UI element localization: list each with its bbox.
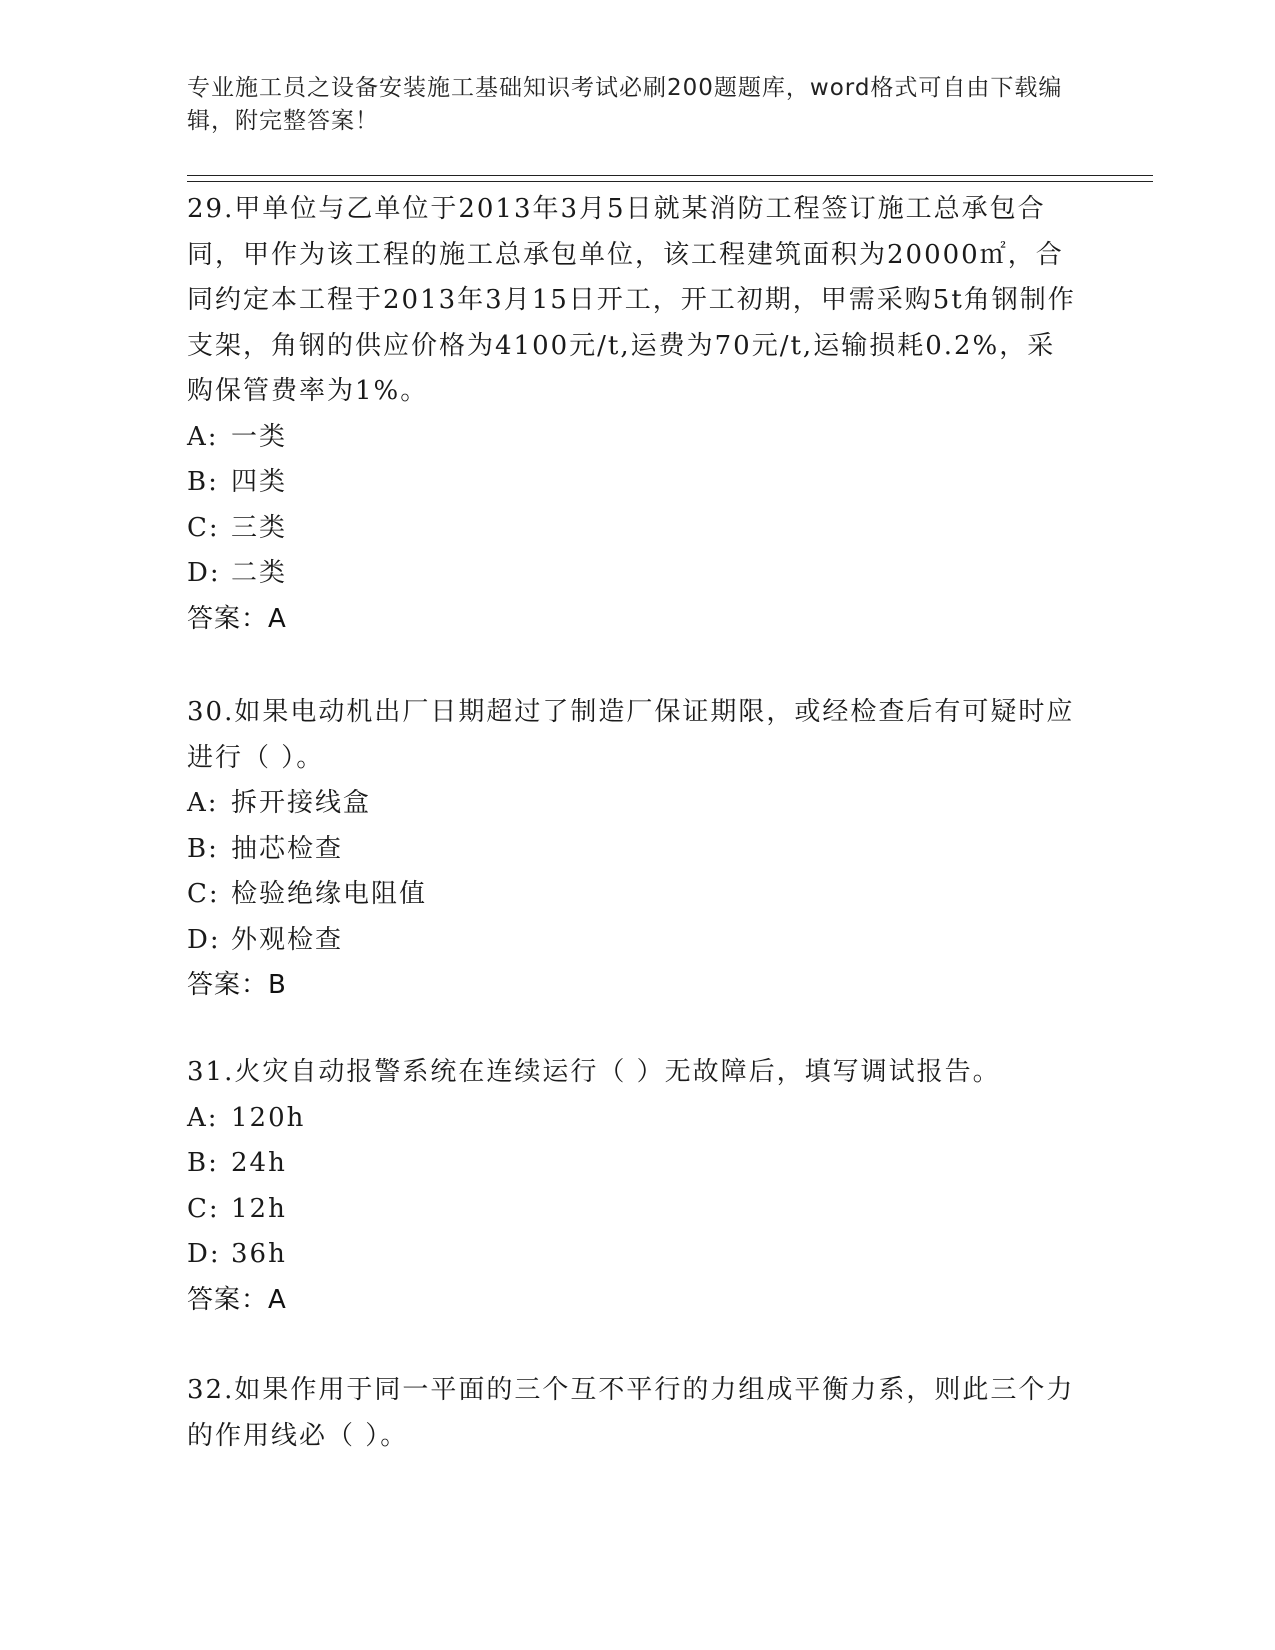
option-letter: C:: [187, 512, 220, 543]
question-32: [187, 1368, 1077, 1459]
option-text: 一类: [231, 421, 288, 452]
option-text: 外观检查: [231, 924, 344, 955]
option-list: [187, 781, 1077, 963]
option-text: 检验绝缘电阻值: [231, 879, 428, 909]
option-text: 拆开接线盒: [231, 788, 372, 818]
option-letter: A:: [187, 1102, 219, 1133]
option-a: [187, 1096, 1077, 1142]
option-text: 24h: [231, 1148, 287, 1178]
option-letter: B:: [187, 467, 219, 497]
option-a: [187, 415, 1077, 461]
option-text: 120h: [231, 1102, 306, 1133]
option-letter: D:: [187, 924, 221, 955]
option-letter: C:: [187, 879, 220, 909]
option-text: 二类: [231, 558, 288, 588]
option-letter: B:: [187, 1148, 219, 1178]
option-letter: A:: [187, 421, 219, 452]
option-text: 抽芯检查: [231, 833, 344, 864]
question-31: [187, 1050, 1077, 1323]
option-c: [187, 1187, 1077, 1233]
option-b: [187, 827, 1077, 873]
option-d: [187, 1232, 1077, 1278]
option-list: [187, 415, 1077, 597]
option-text: 四类: [231, 467, 288, 497]
answer-line: 答案：A: [187, 603, 287, 634]
option-text: 12h: [231, 1193, 287, 1224]
answer-line: 答案：A: [187, 1284, 287, 1315]
option-letter: B:: [187, 833, 219, 864]
option-list: [187, 1096, 1077, 1278]
option-c: [187, 506, 1077, 552]
option-letter: D:: [187, 558, 221, 588]
option-d: [187, 918, 1077, 964]
question-text: 32.如果作用于同一平面的三个互不平行的力组成平衡力系，则此三个力的作用线必（ ）。: [187, 1375, 1075, 1451]
option-b: [187, 1141, 1077, 1187]
option-d: [187, 551, 1077, 597]
option-text: 三类: [231, 512, 288, 543]
document-header: 专业施工员之设备安装施工基础知识考试必刷200题题库，word格式可自由下载编辑，附完整答案！: [187, 75, 1063, 134]
option-b: [187, 460, 1077, 506]
option-text: 36h: [231, 1239, 287, 1269]
option-letter: A:: [187, 788, 219, 818]
answer-line: 答案：B: [187, 970, 287, 1000]
question-30: [187, 690, 1077, 1009]
header-rule-bottom: [187, 181, 1153, 182]
option-letter: D:: [187, 1239, 221, 1269]
header-rule-top: [187, 175, 1153, 176]
option-letter: C:: [187, 1193, 220, 1224]
question-29: [187, 187, 1077, 642]
option-c: [187, 872, 1077, 918]
question-text: 30.如果电动机出厂日期超过了制造厂保证期限，或经检查后有可疑时应进行（ ）。: [187, 697, 1075, 773]
question-text: 31.火灾自动报警系统在连续运行（ ）无故障后，填写调试报告。: [187, 1057, 1001, 1087]
option-a: [187, 781, 1077, 827]
question-text: 29.甲单位与乙单位于2013年3月5日就某消防工程签订施工总承包合同，甲作为该工程的施工总承包单位，该工程建筑面积为20000㎡，合同约定本工程于2013年3月15日开工，开工初期，甲需采购5t角钢制作支架，角钢的供应价格为4100元/t,运费为70元/t,运输损耗0.2%，采购保管费率为1%。: [187, 194, 1076, 406]
